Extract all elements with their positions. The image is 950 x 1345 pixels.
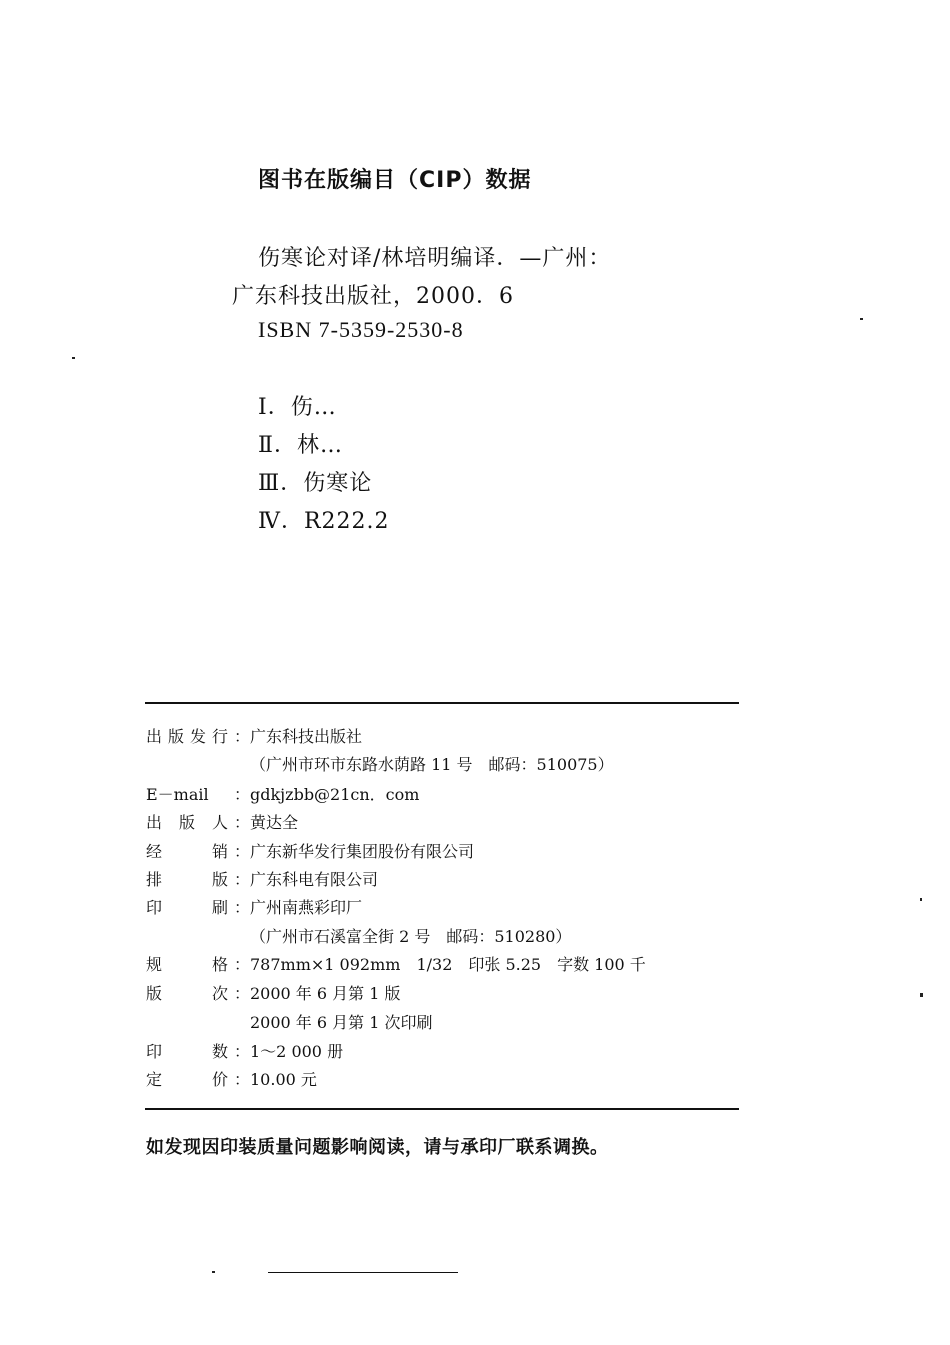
printer-value: 广州南燕彩印厂 (250, 898, 363, 917)
format-label: 规 格： (146, 955, 250, 974)
editor-value: 黄达全 (250, 813, 299, 832)
distributor-value: 广东新华发行集团股份有限公司 (250, 842, 475, 861)
editor-label: 出 版 人： (146, 813, 250, 832)
imprint-row-format (146, 953, 646, 977)
imprint-row-printing (146, 1011, 433, 1035)
imprint-row-printer-address (146, 925, 571, 949)
imprint-row-edition (146, 982, 401, 1006)
imprint-row-printer (146, 896, 362, 920)
email-value: gdkjzbb@21cn．com (250, 785, 420, 804)
cip-line-title-author: 伤寒论对译/林培明编译．—广州： (258, 246, 612, 271)
subject-entry: Ⅱ．林… (258, 433, 343, 458)
imprint-row-price (146, 1068, 317, 1092)
cip-title: 图书在版编目（CIP）数据 (258, 168, 532, 193)
bottom-divider (145, 1108, 739, 1110)
scan-speck (860, 318, 863, 320)
subject-entry: Ⅳ．R222.2 (258, 509, 390, 534)
price-value: 10.00 元 (250, 1070, 317, 1089)
printer-label: 印 刷： (146, 898, 250, 917)
imprint-row-publisher-address (146, 753, 614, 777)
imprint-row-editor (146, 811, 298, 835)
email-label: E－mail： (146, 785, 250, 804)
scan-speck (920, 993, 923, 997)
publisher-label: 出版发行： (146, 727, 250, 746)
imprint-row-email (146, 783, 419, 807)
cip-line-isbn: ISBN 7-5359-2530-8 (258, 317, 464, 342)
edition-label: 版 次： (146, 984, 250, 1003)
price-label: 定 价： (146, 1070, 250, 1089)
subject-entry: Ⅰ．伤… (258, 395, 337, 420)
copies-value: 1～2 000 册 (250, 1042, 344, 1061)
publisher-value: 广东科技出版社 (250, 727, 363, 746)
distributor-label: 经 销： (146, 842, 250, 861)
publisher-address: （广州市环市东路水荫路 11 号 邮码：510075） (250, 755, 614, 774)
top-divider (145, 702, 739, 704)
quality-notice: 如发现因印装质量问题影响阅读，请与承印厂联系调换。 (146, 1137, 609, 1158)
imprint-row-typesetting (146, 868, 378, 892)
copies-label: 印 数： (146, 1042, 250, 1061)
imprint-row-distributor (146, 840, 474, 864)
printer-address: （广州市石溪富全街 2 号 邮码：510280） (250, 927, 572, 946)
typesetting-value: 广东科电有限公司 (250, 870, 379, 889)
footer-scan-line (268, 1272, 458, 1273)
printing-value: 2000 年 6 月第 1 次印刷 (250, 1013, 433, 1032)
subject-entry: Ⅲ．伤寒论 (258, 471, 373, 496)
edition-value: 2000 年 6 月第 1 版 (250, 984, 401, 1003)
typesetting-label: 排 版： (146, 870, 250, 889)
imprint-row-copies (146, 1040, 343, 1064)
scan-speck (212, 1271, 215, 1273)
scan-speck (72, 357, 75, 359)
scan-speck (920, 898, 922, 901)
format-value: 787mm×1 092mm 1/32 印张 5.25 字数 100 千 (250, 955, 646, 974)
cip-line-publisher: 广东科技出版社，2000．6 (232, 284, 514, 309)
imprint-row-publisher (146, 725, 362, 749)
